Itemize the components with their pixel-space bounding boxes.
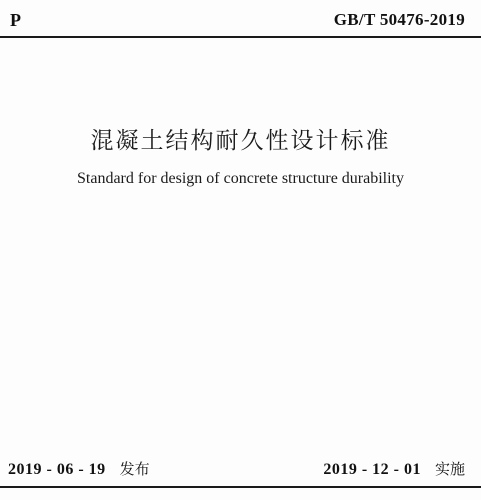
bottom-divider	[0, 486, 481, 488]
issue-date: 2019 - 06 - 19	[8, 461, 106, 478]
top-divider	[0, 36, 481, 38]
issue-label: 发布	[119, 460, 150, 478]
chinese-title: 混凝土结构耐久性设计标准	[90, 128, 391, 154]
implementation-date: 2019 - 12 - 01	[323, 461, 421, 478]
implementation-label: 实施	[434, 460, 465, 478]
english-title: Standard for design of concrete structure durability	[77, 170, 404, 187]
issue-info	[8, 458, 150, 479]
implementation-info	[323, 458, 465, 479]
standard-category: P	[10, 10, 22, 30]
standard-number: GB/T 50476-2019	[333, 10, 465, 29]
